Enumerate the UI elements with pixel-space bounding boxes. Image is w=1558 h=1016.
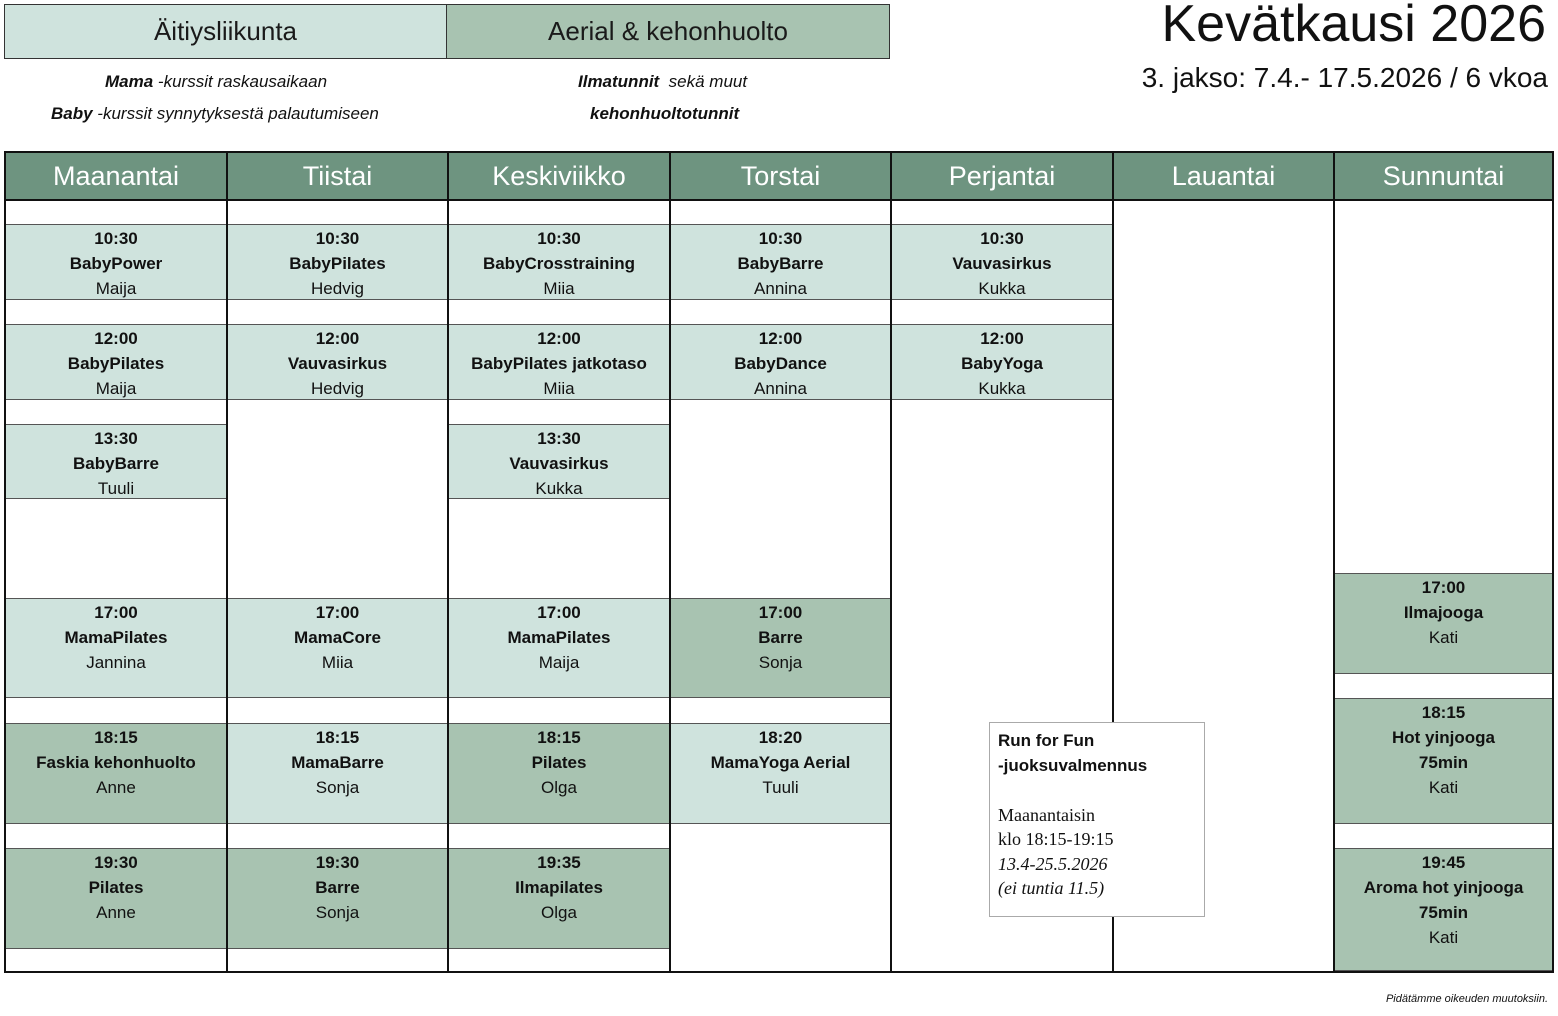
class-name: Barre xyxy=(315,878,360,897)
class-instructor: Annina xyxy=(754,379,807,398)
class-instructor: Kati xyxy=(1428,628,1459,647)
column-keskiviikko xyxy=(449,153,669,971)
note-ilmatunnit-bold: Ilmatunnit xyxy=(578,72,660,91)
class-slot[interactable] xyxy=(228,324,447,400)
class-time: 18:15 xyxy=(94,728,138,747)
note-mama xyxy=(105,72,327,92)
class-slot[interactable] xyxy=(6,324,226,400)
class-name: MamaYoga Aerial xyxy=(710,753,851,772)
day-header-perjantai: Perjantai xyxy=(892,153,1112,201)
class-name: MamaCore xyxy=(294,628,381,647)
class-instructor: Miia xyxy=(543,379,575,398)
schedule-grid xyxy=(4,151,1554,973)
class-instructor: Kukka xyxy=(978,379,1026,398)
class-instructor: Jannina xyxy=(86,653,146,672)
class-time: 12:00 xyxy=(980,329,1024,348)
class-instructor: Miia xyxy=(321,653,354,672)
column-torstai xyxy=(671,153,890,971)
note-kehonhuolto-bold: kehonhuoltotunnit xyxy=(590,104,740,123)
note-ilmatunnit-text: sekä muut xyxy=(659,72,748,91)
note-ilmatunnit xyxy=(578,72,747,92)
class-instructor: Tuuli xyxy=(97,479,135,498)
day-header-maanantai: Maanantai xyxy=(6,153,226,201)
class-name: MamaBarre xyxy=(291,753,384,772)
legend-aerial-kehonhuolto xyxy=(446,4,890,59)
class-time: 17:00 xyxy=(315,603,360,622)
class-name: MamaPilates xyxy=(507,628,611,647)
class-slot[interactable] xyxy=(228,848,447,949)
column-sunnuntai xyxy=(1335,153,1552,971)
day-header-lauantai: Lauantai xyxy=(1114,153,1333,201)
class-instructor: Sonja xyxy=(758,653,803,672)
class-name: Hot yinjooga xyxy=(1392,728,1495,747)
class-instructor: Olga xyxy=(541,778,577,797)
class-time: 17:00 xyxy=(1421,578,1466,597)
class-time: 10:30 xyxy=(537,229,581,248)
class-time: 18:15 xyxy=(315,728,360,747)
class-instructor: Maija xyxy=(95,379,137,398)
class-slot[interactable] xyxy=(449,598,669,698)
class-name: Aroma hot yinjooga xyxy=(1363,878,1524,897)
class-slot[interactable] xyxy=(671,324,890,400)
class-name: Vauvasirkus xyxy=(287,354,388,373)
class-instructor: Tuuli xyxy=(762,778,799,797)
class-name: BabyPilates jatkotaso xyxy=(471,354,647,373)
column-tiistai xyxy=(228,153,447,971)
class-instructor: Kati xyxy=(1428,928,1459,947)
class-slot[interactable] xyxy=(6,848,226,949)
class-slot[interactable] xyxy=(228,723,447,824)
class-slot[interactable] xyxy=(892,224,1112,300)
day-header-keskiviikko: Keskiviikko xyxy=(449,153,669,201)
legend-aerial-label: Aerial & kehonhuolto xyxy=(548,16,788,46)
class-name: Pilates xyxy=(88,878,144,897)
note-mama-text: -kurssit raskausaikaan xyxy=(153,72,328,91)
class-name: BabyDance xyxy=(734,354,827,373)
class-slot[interactable] xyxy=(6,723,226,824)
class-instructor: Kati xyxy=(1428,778,1459,797)
run-for-fun-info-box xyxy=(989,722,1205,917)
legend-aitiysliikunta xyxy=(4,4,447,59)
day-header-tiistai: Tiistai xyxy=(228,153,447,201)
day-header-torstai: Torstai xyxy=(671,153,890,201)
class-slot[interactable] xyxy=(449,224,669,300)
class-time: 10:30 xyxy=(980,229,1024,248)
class-slot[interactable] xyxy=(671,723,890,824)
class-name: Vauvasirkus xyxy=(952,254,1052,273)
class-time: 18:15 xyxy=(537,728,581,747)
note-baby-bold: Baby xyxy=(51,104,93,123)
class-time: 10:30 xyxy=(315,229,360,248)
class-name: Faskia kehonhuolto xyxy=(36,753,196,772)
class-duration: 75min xyxy=(1418,753,1469,772)
class-time: 18:15 xyxy=(1421,703,1466,722)
class-time: 17:00 xyxy=(537,603,581,622)
class-time: 19:30 xyxy=(315,853,360,872)
class-name: Ilmajooga xyxy=(1403,603,1484,622)
class-instructor: Kukka xyxy=(978,279,1026,298)
class-name: BabyCrosstraining xyxy=(482,254,636,273)
class-slot[interactable] xyxy=(449,324,669,400)
class-instructor: Olga xyxy=(541,903,577,922)
class-time: 19:35 xyxy=(537,853,581,872)
class-instructor: Sonja xyxy=(315,903,360,922)
class-instructor: Miia xyxy=(543,279,575,298)
class-slot[interactable] xyxy=(1335,573,1552,674)
class-instructor: Kukka xyxy=(535,479,583,498)
class-time: 19:30 xyxy=(94,853,138,872)
column-maanantai xyxy=(6,153,226,971)
class-time: 10:30 xyxy=(94,229,138,248)
class-slot[interactable] xyxy=(228,224,447,300)
class-time: 19:45 xyxy=(1421,853,1466,872)
class-instructor: Hedvig xyxy=(311,379,364,398)
class-slot[interactable] xyxy=(1335,698,1552,824)
note-mama-bold: Mama xyxy=(105,72,154,91)
class-instructor: Maija xyxy=(538,653,580,672)
class-name: Ilmapilates xyxy=(515,878,603,897)
class-name: BabyPilates xyxy=(67,354,165,373)
class-time: 17:00 xyxy=(758,603,803,622)
legend-aitiysliikunta-label: Äitiysliikunta xyxy=(153,16,298,46)
class-slot[interactable] xyxy=(6,424,226,499)
class-instructor: Anne xyxy=(96,903,136,922)
class-instructor: Anne xyxy=(96,778,136,797)
note-baby-text: -kurssit synnytyksestä palautumiseen xyxy=(92,104,379,123)
class-name: Barre xyxy=(758,628,803,647)
class-time: 13:30 xyxy=(537,429,581,448)
class-time: 17:00 xyxy=(94,603,138,622)
page-title: Kevätkausi 2026 xyxy=(1161,0,1546,53)
class-instructor: Sonja xyxy=(315,778,360,797)
class-slot[interactable] xyxy=(1335,848,1552,971)
class-name: BabyBarre xyxy=(73,454,159,473)
class-name: Vauvasirkus xyxy=(509,454,609,473)
class-name: Pilates xyxy=(531,753,587,772)
run-for-fun-time: klo 18:15-19:15 xyxy=(998,829,1114,849)
note-baby xyxy=(51,104,379,124)
class-slot[interactable] xyxy=(671,224,890,300)
class-slot[interactable] xyxy=(449,723,669,824)
class-time: 10:30 xyxy=(758,229,803,248)
class-name: BabyBarre xyxy=(737,254,824,273)
class-duration: 75min xyxy=(1418,903,1469,922)
run-for-fun-title: Run for Fun xyxy=(998,731,1095,750)
class-slot[interactable] xyxy=(6,224,226,300)
run-for-fun-dates: 13.4-25.5.2026 xyxy=(998,853,1108,874)
class-name: BabyPower xyxy=(69,254,163,273)
class-slot[interactable] xyxy=(228,598,447,698)
class-time: 12:00 xyxy=(94,329,138,348)
run-for-fun-day: Maanantaisin xyxy=(998,804,1095,825)
class-name: MamaPilates xyxy=(64,628,168,647)
class-time: 12:00 xyxy=(537,329,581,348)
class-slot[interactable] xyxy=(449,424,669,499)
run-for-fun-subtitle: -juoksuvalmennus xyxy=(998,755,1148,775)
note-kehonhuolto xyxy=(590,104,739,124)
class-slot[interactable] xyxy=(449,848,669,949)
class-name: BabyPilates xyxy=(289,254,386,273)
class-time: 18:20 xyxy=(758,728,803,747)
class-time: 12:00 xyxy=(315,329,360,348)
class-time: 12:00 xyxy=(758,329,803,348)
class-time: 13:30 xyxy=(94,429,138,448)
class-slot[interactable] xyxy=(671,598,890,698)
class-instructor: Annina xyxy=(754,279,807,298)
class-instructor: Hedvig xyxy=(311,279,364,298)
class-name: BabyYoga xyxy=(961,354,1043,373)
class-slot[interactable] xyxy=(6,598,226,698)
run-for-fun-exception: (ei tuntia 11.5) xyxy=(998,878,1105,898)
class-slot[interactable] xyxy=(892,324,1112,400)
footer-disclaimer: Pidätämme oikeuden muutoksiin. xyxy=(1385,993,1548,1005)
class-instructor: Maija xyxy=(95,279,137,298)
page-subtitle: 3. jakso: 7.4.- 17.5.2026 / 6 vkoa xyxy=(1141,62,1548,93)
day-header-sunnuntai: Sunnuntai xyxy=(1335,153,1552,201)
